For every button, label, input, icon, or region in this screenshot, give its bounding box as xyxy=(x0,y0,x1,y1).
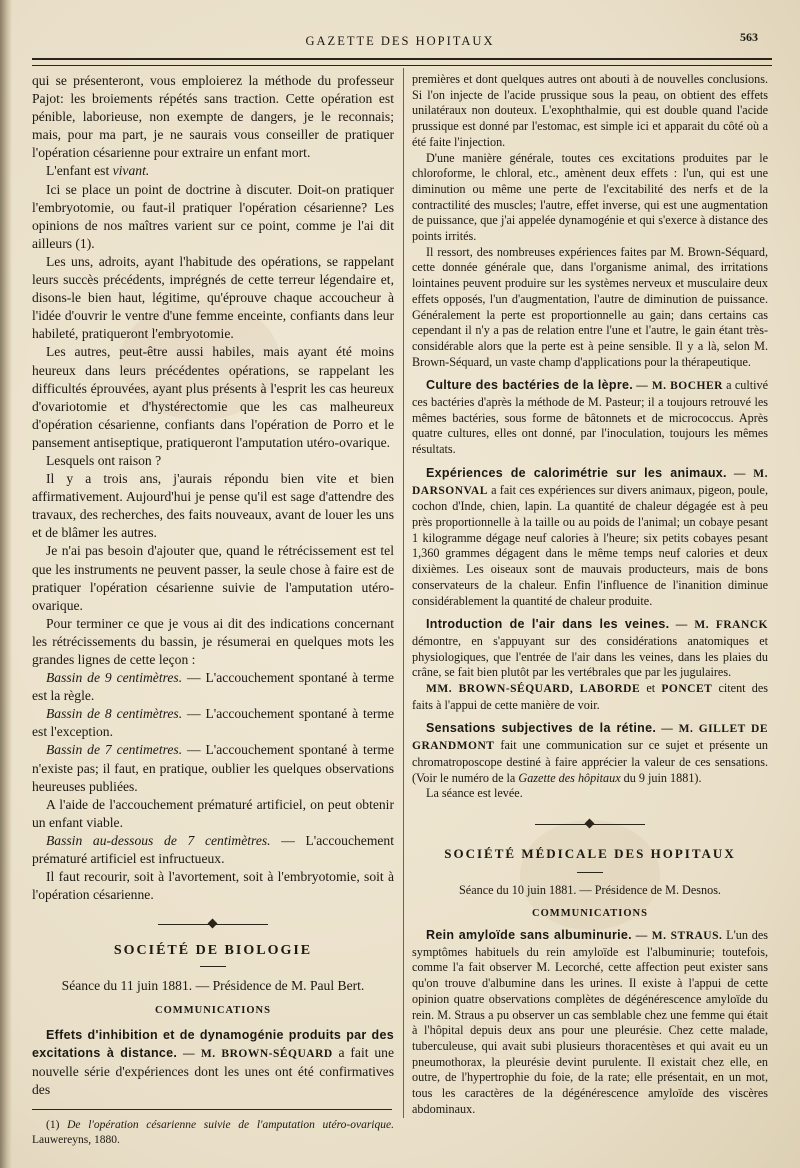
communication-title: Effets d'inhibition et de dynamogénie produits par des excitations à distance. xyxy=(32,1027,394,1060)
communication-entry: Effets d'inhibition et de dynamogénie produits par des excitations à distance. — M. BROWN-SÉQUARD a fait une nouvelle série d'expériences dont les unes ont été confirmatives des xyxy=(32,1027,394,1097)
footnote: (1) De l'opération césarienne suivie de l'amputation utéro-ovarique. Lauwereyns, 1880. xyxy=(32,1118,394,1146)
communication-entry: Sensations subjectives de la rétine. — M. GILLET DE GRANDMONT fait une communication sur ce sujet et présente un chromatroposcope destiné à faire apprécier la valeur de ces sensations. (Voir le numéro de la Gazette des hôpitaux du 9 juin 1881). xyxy=(412,721,768,785)
paragraph: premières et dont quelques autres ont abouti à de nouvelles conclusions. Si l'on injecte de l'acide prussique sous la peau, on obtient des effets unilatéraux non douteux. L'exophthalmie, qui est double quand l'acide prussique est donné par l'estomac, est simple ici et apparait du côté où a été faite l'injection. xyxy=(412,72,768,149)
session-line: Séance du 10 juin 1881. — Présidence de M. Desnos. xyxy=(459,882,721,897)
paragraph: Pour terminer ce que je vous ai dit des indications concernant les rétrécissements du bassin, je résumerai en quelques mots les grandes lignes de cette leçon : xyxy=(32,615,394,667)
communication-entry: Culture des bactéries de la lèpre. — M. BOCHER a cultivé ces bactéries d'après la méthode de M. Pasteur; il a toujours retrouvé les mêmes bactéries, sous forme de bâtonnets et de micrococcus. Après quatre cultures, elles ont donné, par l'inoculation, toujours les mêmes résultats. xyxy=(412,378,768,457)
paragraph: Je n'ai pas besoin d'ajouter que, quand le rétrécissement est tel que les instruments ne peuvent passer, la seule chose à faire est de pratiquer l'opération césarienne suivie de l'amputation utéro-ovarique. xyxy=(32,543,394,613)
closing-line: La séance est levée. xyxy=(426,786,523,801)
binding-shadow xyxy=(0,0,12,1168)
page-header xyxy=(30,30,770,52)
summary-item: Bassin au-dessous de 7 centimètres. — L'accouchement prématuré artificiel est infructueux. xyxy=(32,832,394,867)
communication-title: Culture des bactéries de la lèpre. xyxy=(426,378,634,393)
communication-title: Rein amyloïde sans albuminurie. xyxy=(426,928,632,943)
paragraph: Il ressort, des nombreuses expériences faites par M. Brown-Séquard, cette donnée générale que, dans l'organisme animal, des irritations lointaines peuvent produire sur les systèmes nerveux et musculaire deux effets opposés, l'un d'augmentation, l'autre de diminution de puissance. Généralement la perte est proportionnelle au gain; dans certains cas cependant il n'y a pas de relation entre l'une et l'autre, le gain étant très-considérable alors que la perte est à peine sensible. Il y a là, selon M. Brown-Séquard, un vaste champ d'applications pour la thérapeutique. xyxy=(412,244,768,369)
column-divider xyxy=(403,68,404,1118)
paragraph: Les autres, peut-être aussi habiles, mais ayant été moins heureux dans leurs précédentes opérations, se rappelant les difficultés éprouvées, ayant plus présents à l'esprit les cas heureux d'ovariotomie et d'hystérectomie que les cas malheureux d'opération césarienne, confiants dans l'opération de Porro et le pansement antiseptique, pratiqueront l'amputation utéro-ovarique. xyxy=(32,344,394,450)
communication-entry: Introduction de l'air dans les veines. — M. FRANCK démontre, en s'appuyant sur des considérations anatomiques et physiologiques, que l'entrée de l'air dans les veines, dans les plaies du crâne, se fait bien plutôt par les vertébrales que par les jugulaires. xyxy=(412,617,769,680)
communication-title: Sensations subjectives de la rétine. xyxy=(426,721,657,736)
society-title: SOCIÉTÉ MÉDICALE DES HOPITAUX xyxy=(444,845,736,861)
communication-author: PONCET xyxy=(661,683,713,696)
paragraph: Les uns, adroits, ayant l'habitude des opérations, se rappelant leurs succès précédents, imprégnés de cette terreur légendaire et, disons-le bien haut, légitime, qu'éprouve chaque accoucheur à l'idée d'ouvrir le ventre d'une femme enceinte, confiants dans leur habileté, pratiqueront l'embryotomie. xyxy=(32,253,394,342)
left-column xyxy=(32,72,394,1148)
society-title: SOCIÉTÉ DE BIOLOGIE xyxy=(113,943,313,959)
title-rule xyxy=(577,872,603,873)
summary-item: Bassin de 9 centimètres. — L'accouchement spontané à terme est la règle. xyxy=(32,670,394,704)
communication-author: — M. BROWN-SÉQUARD xyxy=(183,1047,333,1060)
paragraph: Il y a trois ans, j'aurais répondu bien vite et bien affirmativement. Aujourd'hui je pense qu'il est sage d'attendre des travaux, des recherches, des faits nouveaux, avant de louer les uns et de blâmer les autres. xyxy=(32,471,394,541)
communication-title: Expériences de calorimétrie sur les animaux. xyxy=(426,465,727,480)
running-title: GAZETTE DES HOPITAUX xyxy=(305,34,495,48)
paragraph: A l'aide de l'accouchement prématuré artificiel, on peut obtenir un enfant viable. xyxy=(32,796,394,830)
paragraph: Lesquels ont raison ? xyxy=(46,452,162,468)
communication-author: MM. BROWN-SÉQUARD, LABORDE xyxy=(426,683,641,696)
communication-title: Introduction de l'air dans les veines. xyxy=(426,617,670,632)
footnote-rule xyxy=(32,1109,392,1110)
paragraph: Il faut recourir, soit à l'avortement, soit à l'embryotomie, soit à l'opération césarienne. xyxy=(32,869,394,903)
page-number: 563 xyxy=(740,30,758,44)
communication-author: — M. FRANCK xyxy=(675,619,769,632)
section-ornament xyxy=(32,918,394,930)
communication-author: — M. GILLET DE GRANDMONT xyxy=(412,723,768,753)
section-ornament xyxy=(412,818,768,830)
communication-author: — M. BOCHER xyxy=(636,380,723,393)
communication-entry: Rein amyloïde sans albuminurie. — M. STRAUS. L'un des symptômes habituels du rein amyloïde est l'albuminurie; toutefois, comme l'a fait observer M. Lecorché, cette affection peut exister sans qu'on trouve d'albumine dans les urines. Il existe à l'appui de cette opinion quatre observations complètes de dégénérescence amyloïde du rein. M. Straus a pu observer un cas semblable chez une femme qui était à l'hôpital depuis deux ans pour une pleurésie. Chez cette malade, tuberculeuse, qui avait subi plusieurs thoracentèses et qui avait eu un pneumothorax, la pleurésie devint purulente. Il existait chez elle, en outre, de l'hypertrophie du foie, de la rate; elle présentait, en un mot, tous les caractères de la dégénérescence amyloïde des viscères abdominaux. xyxy=(412,928,768,1116)
communication-entry: Expériences de calorimétrie sur les animaux. — M. DARSONVAL a fait ces expériences sur divers animaux, pigeon, poule, cochon d'Inde, chien, lapin. La quantité de chaleur dégagée est à peu près proportionnelle à la taille ou au poids de l'animal; un cobaye pesant 1 kilogramme dégage neuf calories à l'heure; six petits cobayes pesant 1,360 grammes dégagent dans le même temps neuf calories et deux dixièmes. Les oiseaux sont de mauvais producteurs, mais de bons conservateurs de la chaleur. Enfin l'influence de l'inanition diminue considérablement la quantité de chaleur produite. xyxy=(412,465,768,608)
paragraph: qui se présenteront, vous emploierez la méthode du professeur Pajot: les broiements répétés sans traction. Cette opération est pénible, laborieuse, non exempte de dangers, je le reconnais; mais, pour ma part, je ne saurais vous conseiller de pratiquer l'opération césarienne pour extraire un enfant mort. xyxy=(32,73,394,161)
right-column xyxy=(412,72,768,1117)
communication-author: — M. STRAUS. xyxy=(635,930,723,943)
session-line: Séance du 11 juin 1881. — Présidence de M. Paul Bert. xyxy=(61,978,365,994)
title-rule xyxy=(200,966,226,967)
communication-author: — M. DARSONVAL xyxy=(412,467,768,497)
paragraph: D'une manière générale, toutes ces excitations produites par le chloroforme, le chloral, etc., amènent deux effets : l'un, qui est une diminution ou même une perte de l'excitabilité des nerfs et de la contractilité des muscles; l'autre, effet inverse, qui est une augmentation de puissance, que j'ai appelée dynamogénie et qui s'exerce à distance des points irrités. xyxy=(412,150,768,244)
paragraph: L'enfant est vivant. xyxy=(46,163,150,179)
communications-heading: COMMUNICATIONS xyxy=(155,1004,271,1016)
paragraph: MM. BROWN-SÉQUARD, LABORDE et PONCET citent des faits à l'appui de cette manière de voir. xyxy=(412,681,768,712)
paragraph: Ici se place un point de doctrine à discuter. Doit-on pratiquer l'embryotomie, ou faut-il pratiquer l'opération césarienne? Les opinions de nos maîtres varient sur ce point, comme je l'ai dit ailleurs (1). xyxy=(32,181,394,251)
summary-item: Bassin de 8 centimètres. — L'accouchement spontané à terme est l'exception. xyxy=(32,706,394,740)
summary-item: Bassin de 7 centimetres. — L'accouchement spontané à terme n'existe pas; il faut, en pratique, oublier les quelques observations heureuses publiées. xyxy=(32,742,394,794)
communications-heading: COMMUNICATIONS xyxy=(532,908,648,920)
header-rule xyxy=(32,58,772,66)
